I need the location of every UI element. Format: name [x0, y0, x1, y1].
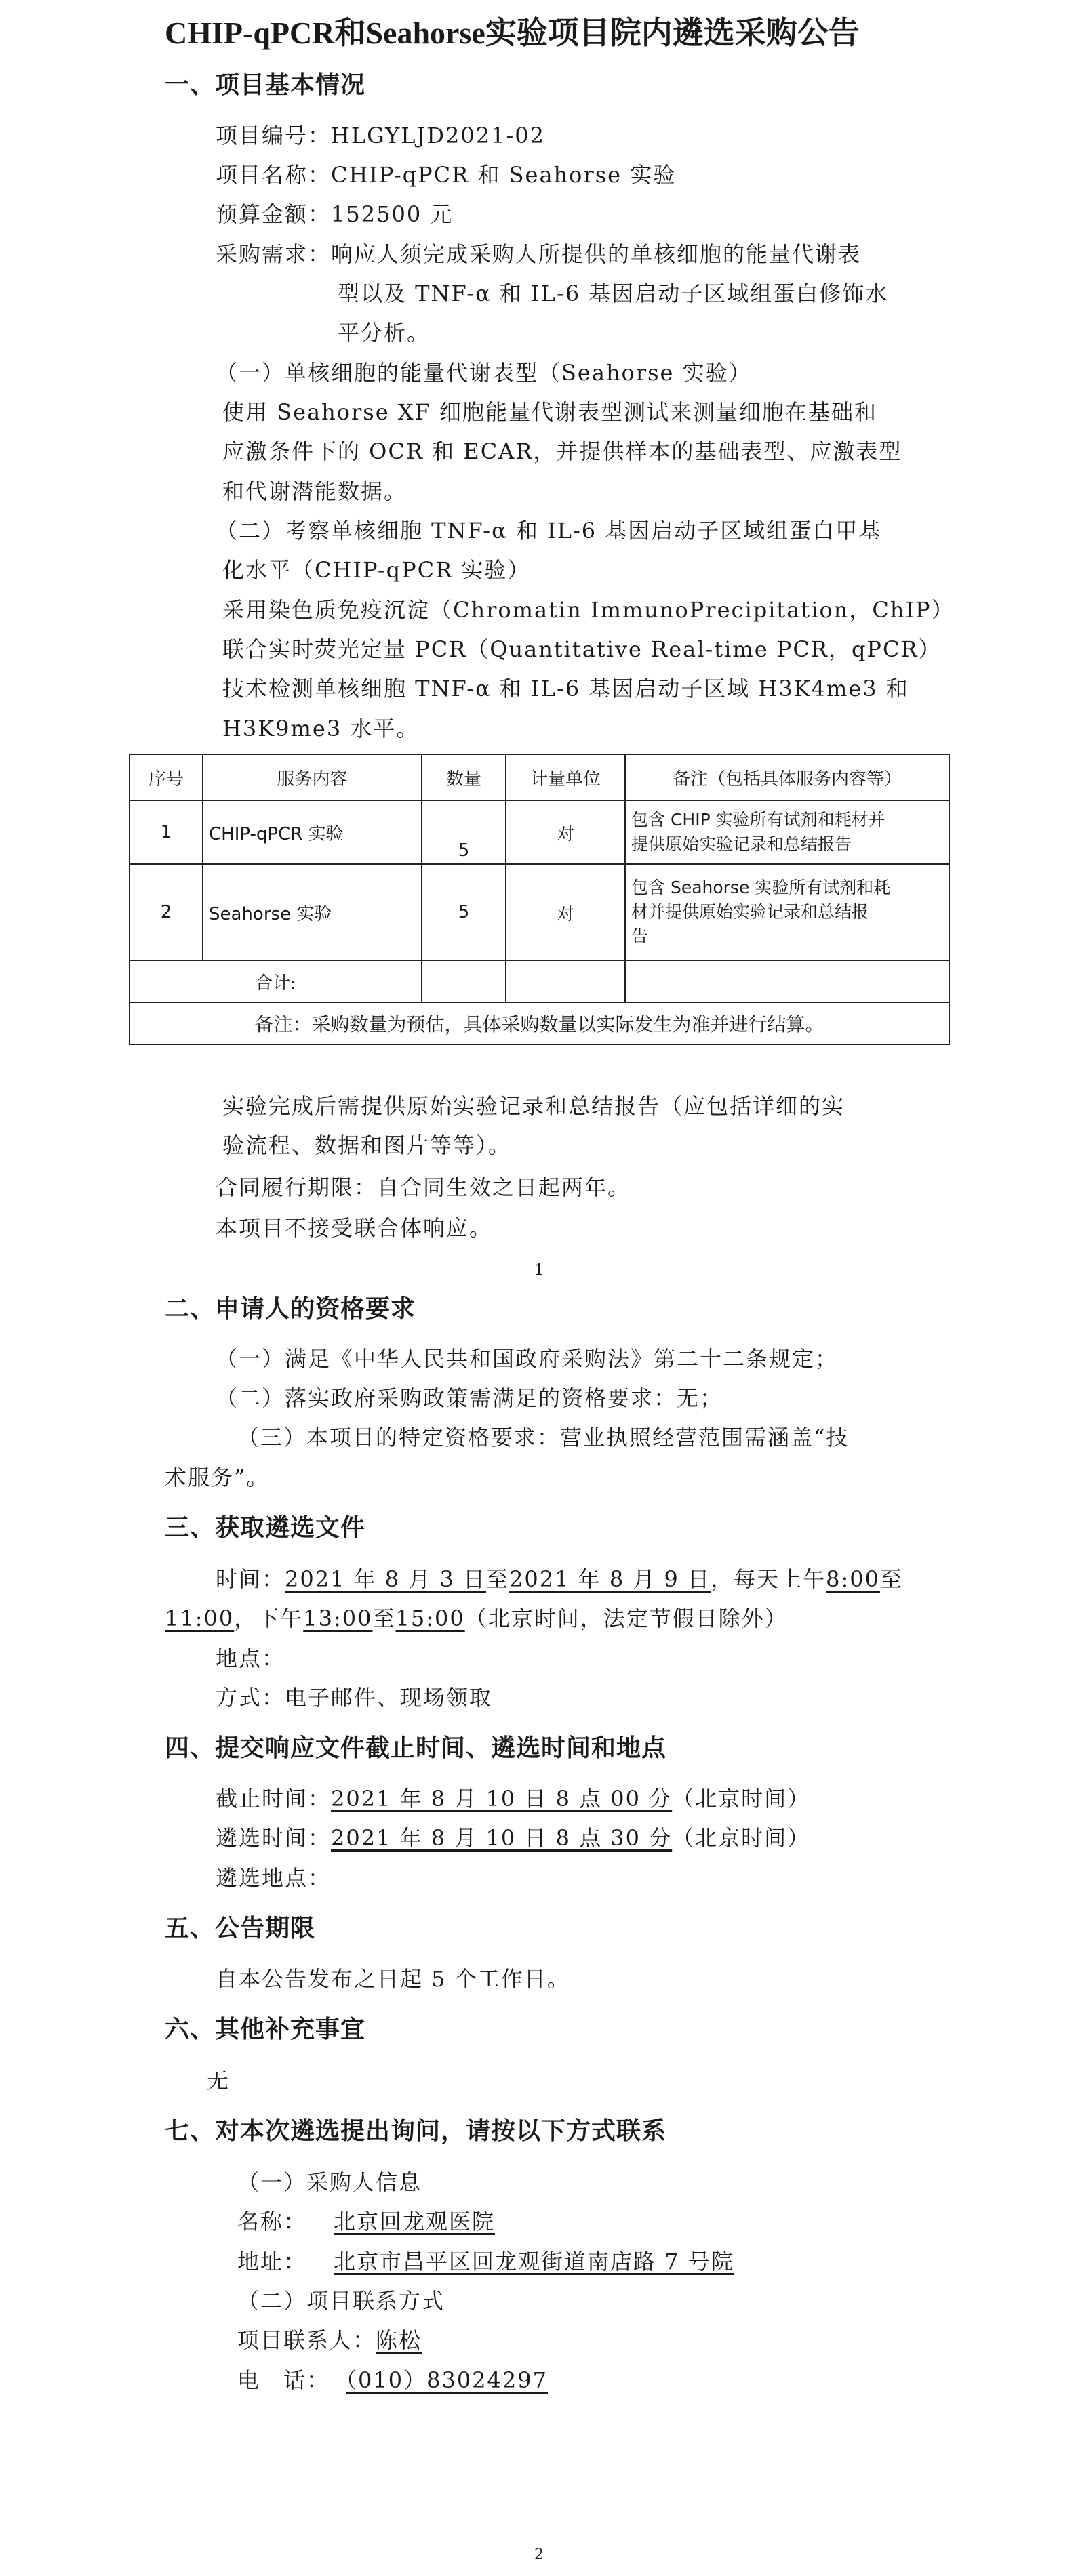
table-note: 备注：采购数量为预估，具体采购数量以实际发生为准并进行结算。 — [129, 1002, 949, 1044]
after-line-1: 实验完成后需提供原始实验记录和总结报告（应包括详细的实 — [222, 1093, 845, 1119]
qualification-2: （二）落实政府采购政策需满足的资格要求：无； — [216, 1385, 723, 1411]
row-no: 1 — [129, 800, 203, 864]
qualification-1: （一）满足《中华人民共和国政府采购法》第二十二条规定； — [216, 1346, 839, 1372]
header-no: 序号 — [129, 754, 203, 800]
acquire-time-line-2: 11:00，下午13:00至15:00（北京时间，法定节假日除外） — [165, 1606, 788, 1631]
no-consortium: 本项目不接受联合体响应。 — [216, 1215, 493, 1241]
row-qty: 5 — [422, 800, 506, 864]
section-2-heading: 二、申请人的资格要求 — [165, 1295, 416, 1323]
table-total-row — [129, 960, 949, 1002]
table-header-row — [129, 754, 949, 800]
header-qty: 数量 — [422, 754, 506, 800]
page-number: 1 — [534, 1262, 544, 1279]
section-3-heading: 三、获取遴选文件 — [165, 1514, 366, 1542]
page-title: CHIP-qPCR和Seahorse实验项目院内遴选采购公告 — [165, 16, 860, 50]
header-remark: 备注（包括具体服务内容等） — [625, 754, 949, 800]
sub2-line-2: 联合实时荧光定量 PCR（Quantitative Real-time PCR，qPCR） — [222, 636, 942, 662]
sub2-line-3: 技术检测单核细胞 TNF-α 和 IL-6 基因启动子区域 H3K4me3 和 — [222, 676, 909, 701]
sub1-line-3: 和代谢潜能数据。 — [222, 478, 407, 504]
buyer-address: 地址： 北京市昌平区回龙观街道南店路 7 号院 — [237, 2249, 734, 2274]
qualification-3-cont: 术服务”。 — [165, 1465, 270, 1490]
table-row — [129, 800, 949, 864]
sub1-title: （一）单核细胞的能量代谢表型（Seahorse 实验） — [216, 360, 752, 386]
acquire-method: 方式：电子邮件、现场领取 — [216, 1685, 493, 1711]
page-number-2: 2 — [534, 2546, 544, 2563]
sub1-line-2: 应激条件下的 OCR 和 ECAR，并提供样本的基础表型、应激表型 — [222, 438, 902, 464]
service-table — [129, 754, 950, 1045]
total-label: 合计: — [129, 960, 422, 1002]
table-row — [129, 864, 949, 960]
section-6-heading: 六、其他补充事宜 — [165, 2016, 366, 2043]
row-unit: 对 — [506, 800, 625, 864]
sub2-line-4: H3K9me3 水平。 — [222, 716, 420, 741]
contact-phone: 电 话： （010）83024297 — [237, 2367, 548, 2393]
selection-place: 遴选地点： — [216, 1865, 332, 1891]
demand-line-1: 采购需求：响应人须完成采购人所提供的单核细胞的能量代谢表 — [216, 241, 862, 267]
table-note-row — [129, 1002, 949, 1044]
project-name: 项目名称：CHIP-qPCR 和 Seahorse 实验 — [216, 162, 677, 188]
contract-period: 合同履行期限：自合同生效之日起两年。 — [216, 1174, 631, 1200]
contact-title: （二）项目联系方式 — [237, 2288, 445, 2314]
after-line-2: 验流程、数据和图片等等）。 — [222, 1132, 512, 1158]
row-remark: 包含 CHIP 实验所有试剂和耗材并 提供原始实验记录和总结报告 — [625, 800, 949, 864]
budget-amount: 预算金额：152500 元 — [216, 201, 454, 227]
buyer-info-title: （一）采购人信息 — [237, 2169, 422, 2195]
row-item: CHIP-qPCR 实验 — [203, 800, 422, 864]
section-4-heading: 四、提交响应文件截止时间、遴选时间和地点 — [165, 1734, 667, 1762]
contact-person: 项目联系人：陈松 — [237, 2327, 422, 2353]
row-item: Seahorse 实验 — [203, 864, 422, 960]
row-no: 2 — [129, 864, 203, 960]
sub2-line-1: 采用染色质免疫沉淀（Chromatin ImmunoPrecipitation，ChIP） — [222, 597, 955, 623]
header-unit: 计量单位 — [506, 754, 625, 800]
buyer-name: 名称： 北京回龙观医院 — [237, 2209, 496, 2234]
qualification-3: （三）本项目的特定资格要求：营业执照经营范围需涵盖“技 — [237, 1425, 850, 1450]
row-remark: 包含 Seahorse 实验所有试剂和耗 材并提供原始实验记录和总结报 告 — [625, 864, 949, 960]
sub1-line-1: 使用 Seahorse XF 细胞能量代谢表型测试来测量细胞在基础和 — [222, 399, 877, 425]
header-item: 服务内容 — [203, 754, 422, 800]
section-1-heading: 一、项目基本情况 — [165, 71, 366, 99]
acquire-place: 地点： — [216, 1645, 285, 1671]
demand-line-3: 平分析。 — [338, 320, 431, 346]
section-5-heading: 五、公告期限 — [165, 1915, 316, 1942]
demand-line-2: 型以及 TNF-α 和 IL-6 基因启动子区域组蛋白修饰水 — [338, 281, 889, 306]
selection-time: 遴选时间：2021 年 8 月 10 日 8 点 30 分（北京时间） — [216, 1825, 811, 1851]
submission-deadline: 截止时间：2021 年 8 月 10 日 8 点 00 分（北京时间） — [216, 1786, 811, 1812]
project-number: 项目编号：HLGYLJD2021-02 — [216, 123, 545, 148]
other-matters: 无 — [207, 2068, 231, 2093]
acquire-time-line-1: 时间：2021 年 8 月 3 日至2021 年 8 月 9 日，每天上午8:00至 — [216, 1566, 903, 1592]
sub2-title-line-1: （二）考察单核细胞 TNF-α 和 IL-6 基因启动子区域组蛋白甲基 — [216, 518, 882, 544]
section-7-heading: 七、对本次遴选提出询问，请按以下方式联系 — [165, 2117, 667, 2145]
row-unit: 对 — [506, 864, 625, 960]
notice-period: 自本公告发布之日起 5 个工作日。 — [216, 1966, 570, 1992]
row-qty: 5 — [422, 864, 506, 960]
sub2-title-line-2: 化水平（CHIP-qPCR 实验） — [222, 557, 531, 583]
